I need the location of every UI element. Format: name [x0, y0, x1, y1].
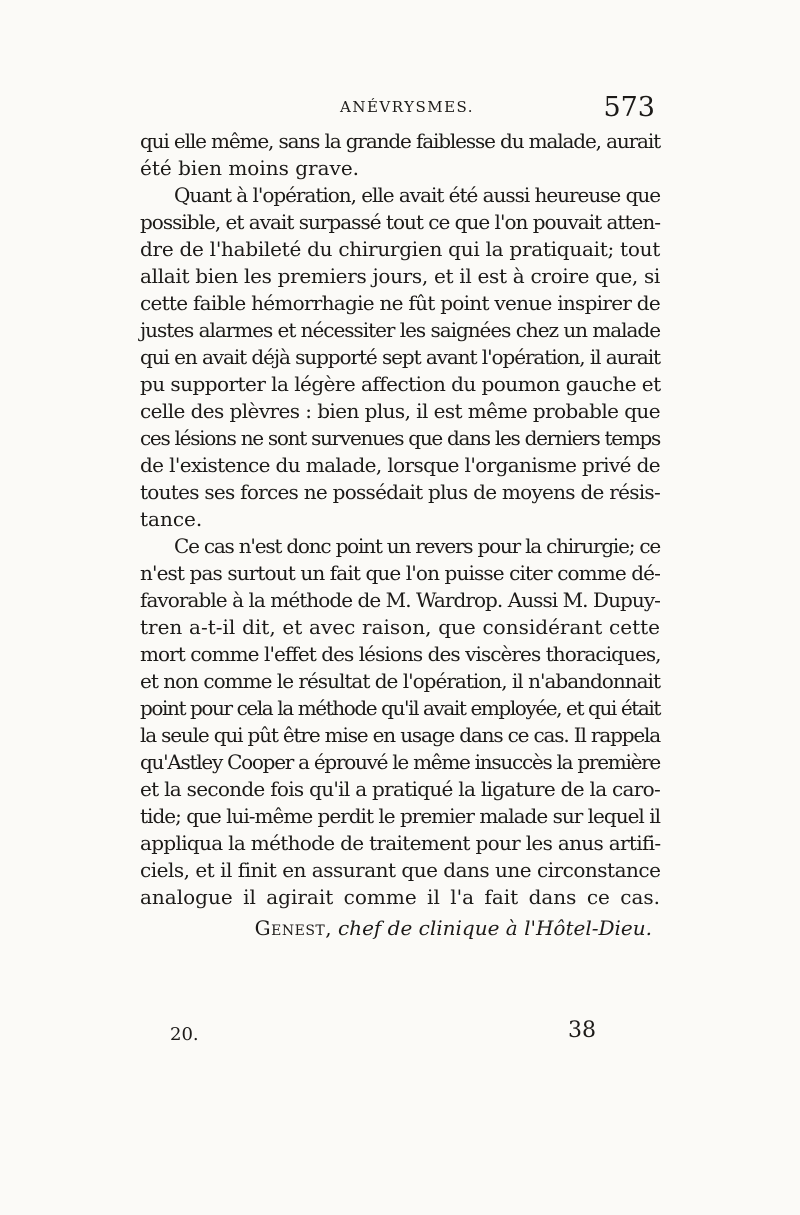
- body-text: [140, 128, 660, 945]
- text-line: dre de l'habileté du chirurgien qui la pratiquait; tout: [140, 237, 660, 261]
- text-line: Quant à l'opération, elle avait été aussi heureuse que: [174, 183, 660, 207]
- text-line: la seule qui pût être mise en usage dans ce cas. Il rappela: [140, 723, 660, 747]
- text-line: et non comme le résultat de l'opération, il n'abandonnait: [140, 669, 660, 693]
- text-line: ciels, et il finit en assurant que dans une circonstance: [140, 858, 661, 882]
- text-line: toutes ses forces ne possédait plus de moyens de résis-: [140, 480, 660, 504]
- signature-mark: 20.: [170, 1024, 199, 1045]
- signature-title: chef de clinique à l'Hôtel-Dieu.: [337, 916, 652, 940]
- text-line: favorable à la méthode de M. Wardrop. Aussi M. Dupuy-: [140, 588, 660, 612]
- text-line: tren a-t-il dit, et avec raison, que considérant cette: [140, 615, 660, 639]
- text-line: point pour cela la méthode qu'il avait employée, et qui était: [140, 696, 660, 720]
- signature-name: Genest: [254, 916, 326, 940]
- text-line: cette faible hémorrhagie ne fût point venue inspirer de: [140, 291, 660, 315]
- text-line: qu'Astley Cooper a éprouvé le même insuccès la première: [140, 750, 660, 774]
- text-line: ces lésions ne sont survenues que dans les derniers temps: [140, 426, 660, 450]
- signature-separator: ,: [325, 916, 338, 940]
- text-line: analogue il agirait comme il l'a fait dans ce cas.: [140, 885, 660, 909]
- sheet-number: 38: [568, 1018, 596, 1043]
- signature: [140, 911, 660, 945]
- text-line: et la seconde fois qu'il a pratiqué la ligature de la caro-: [140, 777, 660, 801]
- text-line: allait bien les premiers jours, et il est à croire que, si: [140, 264, 660, 288]
- text-line: qui elle même, sans la grande faiblesse du malade, aurait: [140, 129, 660, 153]
- text-line: été bien moins grave.: [140, 156, 360, 180]
- text-line: justes alarmes et nécessiter les saignées chez un malade: [140, 318, 660, 342]
- text-line: qui en avait déjà supporté sept avant l'opération, il aurait: [140, 345, 660, 369]
- text-line: tide; que lui-même perdit le premier malade sur lequel il: [140, 804, 660, 828]
- text-line: pu supporter la légère affection du poumon gauche et: [140, 372, 661, 396]
- running-head: ANÉVRYSMES.: [340, 98, 475, 116]
- page-number: 573: [603, 92, 655, 123]
- text-line: mort comme l'effet des lésions des viscères thoraciques,: [140, 642, 661, 666]
- text-line: celle des plèvres : bien plus, il est même probable que: [140, 399, 660, 423]
- text-line: tance.: [140, 507, 203, 531]
- text-line: Ce cas n'est donc point un revers pour la chirurgie; ce: [174, 534, 660, 558]
- text-line: de l'existence du malade, lorsque l'organisme privé de: [140, 453, 660, 477]
- text-line: possible, et avait surpassé tout ce que l'on pouvait atten-: [140, 210, 660, 234]
- text-line: appliqua la méthode de traitement pour les anus artifi-: [140, 831, 661, 855]
- text-line: n'est pas surtout un fait que l'on puisse citer comme dé-: [140, 561, 660, 585]
- page-header: [140, 92, 660, 124]
